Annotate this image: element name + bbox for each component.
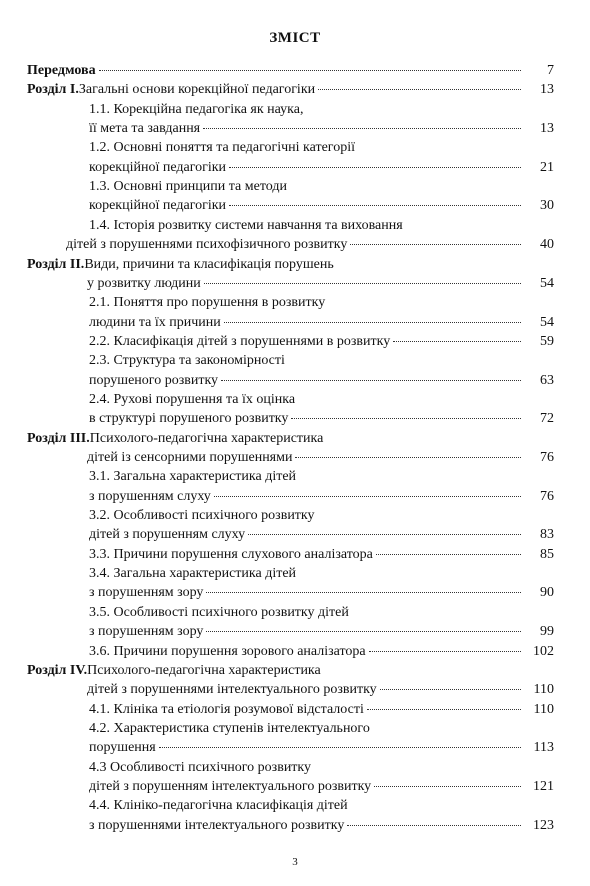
- toc-section-line: [89, 294, 554, 312]
- toc-section-line: [89, 468, 554, 486]
- toc-section-line: [89, 410, 554, 428]
- toc-section-line: [89, 623, 554, 641]
- page-number: 3: [292, 856, 298, 868]
- toc-entry-text: 1.3. Основні принципи та методи: [89, 179, 287, 195]
- toc-page-number: 54: [540, 314, 554, 330]
- toc-section-line: [89, 701, 554, 719]
- toc-entry-text: людини та їх причини: [89, 314, 221, 330]
- toc-section-line: [89, 546, 554, 564]
- dot-leader: [291, 418, 521, 419]
- toc-entry-text: дітей із сенсорними порушеннями: [87, 450, 293, 465]
- toc-page-number: 63: [540, 372, 554, 388]
- toc-entry-text: 3.5. Особливості психічного розвитку дітей: [89, 604, 349, 620]
- toc-entry-text: 4.1. Клініка та етіологія розумової відсталості: [89, 701, 364, 717]
- toc-page-number: 123: [533, 817, 554, 833]
- toc-page-number: 76: [540, 450, 554, 465]
- toc-entry-text: Психолого-педагогічна характеристика: [89, 430, 324, 446]
- dot-leader: [295, 457, 521, 458]
- toc-entry-text: в структурі порушеного розвитку: [89, 411, 289, 427]
- toc-page-number: 83: [540, 527, 554, 543]
- toc-entry-text: 4.4. Клініко-педагогічна класифікація дітей: [89, 798, 348, 814]
- dot-leader: [204, 283, 521, 284]
- toc-entry-text: з порушенням зору: [89, 585, 204, 601]
- toc-section-line: [89, 739, 554, 757]
- dot-leader: [221, 380, 521, 381]
- toc-section-line: [89, 526, 554, 544]
- toc-page-number: 30: [540, 198, 554, 214]
- dot-leader: [369, 651, 521, 652]
- toc-section-line: [89, 759, 554, 777]
- toc-section-line: [89, 120, 554, 138]
- toc-entry-text: дітей з порушеннями психофізичного розвитку: [66, 237, 348, 253]
- toc-section-line: [89, 217, 554, 235]
- dot-leader: [206, 631, 521, 632]
- toc-section-line: [89, 604, 554, 622]
- toc-entry-text: з порушенням зору: [89, 624, 204, 640]
- toc-page-number: 13: [540, 121, 554, 137]
- toc-entry-text: Види, причини та класифікація порушень: [84, 256, 334, 272]
- toc-page-number: 110: [533, 682, 554, 698]
- toc-section-line: [89, 797, 554, 815]
- toc-page-number: 59: [540, 333, 554, 349]
- toc-section-line: [89, 372, 554, 390]
- toc-entry-text: 2.1. Поняття про порушення в розвитку: [89, 295, 326, 311]
- toc-page-number: 7: [547, 63, 554, 78]
- dot-leader: [318, 89, 521, 90]
- toc-chapter-line: [27, 256, 554, 274]
- toc-entry-text: 3.2. Особливості психічного розвитку: [89, 508, 315, 524]
- dot-leader: [229, 205, 521, 206]
- toc-section-line: [89, 565, 554, 583]
- page-title: ЗМІСТ: [269, 30, 321, 46]
- chapter-label: Розділ ІІ.: [27, 256, 85, 272]
- toc-entry-text: 2.3. Структура та закономірності: [89, 353, 285, 369]
- dot-leader: [374, 786, 521, 787]
- toc-page-number: 113: [533, 740, 554, 756]
- toc-section-line: [89, 643, 554, 661]
- toc-entry-text: дітей з порушенням інтелектуального розвитку: [89, 778, 372, 794]
- chapter-label: Розділ І.: [27, 82, 79, 98]
- toc-entry-text: дітей з порушеннями інтелектуального розвитку: [87, 682, 377, 698]
- toc-entry-text: 3.3. Причини порушення слухового аналізатора: [89, 546, 373, 562]
- toc-section-line: [89, 352, 554, 370]
- chapter-label: Передмова: [27, 63, 96, 78]
- toc-entry-text: корекційної педагогіки: [89, 198, 227, 214]
- toc-entry-text: з порушеннями інтелектуального розвитку: [89, 817, 345, 833]
- toc-entry-text: її мета та завдання: [89, 121, 201, 137]
- dot-leader: [159, 747, 521, 748]
- toc-page-number: 102: [533, 643, 554, 659]
- toc-entry-text: 2.4. Рухові порушення та їх оцінка: [89, 391, 296, 407]
- toc-page-number: 40: [540, 237, 554, 253]
- toc-chapter-line: [87, 449, 554, 467]
- toc-entry-text: 1.4. Історія розвитку системи навчання та виховання: [89, 217, 403, 233]
- toc-entry-text: 2.2. Класифікація дітей з порушеннями в розвитку: [89, 333, 391, 349]
- toc-entry-text: корекційної педагогіки: [89, 159, 227, 175]
- toc-section-line: [89, 197, 554, 215]
- toc-page-number: 110: [533, 701, 554, 717]
- dot-leader: [393, 341, 521, 342]
- toc-page-number: 21: [540, 159, 554, 175]
- dot-leader: [380, 689, 521, 690]
- toc-section-line: [89, 488, 554, 506]
- toc-entry-text: 3.1. Загальна характеристика дітей: [89, 469, 297, 485]
- toc-section-line: [89, 159, 554, 177]
- dot-leader: [229, 167, 521, 168]
- toc-entry-text: Психолого-педагогічна характеристика: [87, 662, 321, 678]
- dot-leader: [248, 534, 521, 535]
- toc-entry-text: 4.3 Особливості психічного розвитку: [89, 759, 312, 775]
- dot-leader: [350, 244, 521, 245]
- toc-section-line: [89, 391, 554, 409]
- toc-section-line: [89, 101, 554, 119]
- toc-section-line: [89, 778, 554, 796]
- toc-chapter-line: [27, 662, 554, 680]
- toc-chapter-line: [87, 681, 554, 699]
- toc-page-number: 54: [540, 275, 554, 291]
- dot-leader: [376, 554, 521, 555]
- toc-page-number: 99: [540, 624, 554, 640]
- toc-entry-text: 4.2. Характеристика ступенів інтелектуального: [89, 720, 370, 736]
- dot-leader: [367, 709, 521, 710]
- toc-entry-text: порушеного розвитку: [89, 372, 219, 388]
- toc-page-number: 121: [533, 778, 554, 794]
- toc-entry-text: Загальні основи корекційної педагогіки: [78, 82, 316, 98]
- chapter-label: Розділ ІІІ.: [27, 430, 90, 446]
- toc-chapter-line: [27, 430, 554, 448]
- toc-entry-text: 1.1. Корекційна педагогіка як наука,: [89, 101, 304, 117]
- toc-page-number: 72: [540, 411, 554, 427]
- chapter-label: Розділ IV.: [27, 662, 88, 678]
- toc-page-number: 90: [540, 585, 554, 601]
- toc-section-line: [89, 507, 554, 525]
- toc-page-number: 85: [540, 546, 554, 562]
- dot-leader: [203, 128, 521, 129]
- dot-leader: [206, 592, 521, 593]
- toc-page-number: 13: [540, 82, 554, 98]
- toc-entry-text: у розвитку людини: [87, 275, 201, 291]
- toc-entry-text: 3.4. Загальна характеристика дітей: [89, 566, 297, 582]
- toc-section-line: [89, 817, 554, 835]
- toc-section-line: [89, 178, 554, 196]
- dot-leader: [214, 496, 521, 497]
- toc-entry-text: 1.2. Основні поняття та педагогічні категорії: [89, 140, 355, 156]
- toc-section-line: [89, 333, 554, 351]
- toc-chapter-line: [27, 81, 554, 99]
- toc-section-line: [89, 584, 554, 602]
- dot-leader: [347, 825, 521, 826]
- toc-page-number: 76: [540, 488, 554, 504]
- toc-section-line: [89, 720, 554, 738]
- dot-leader: [224, 322, 521, 323]
- toc-entry-text: порушення: [89, 740, 156, 756]
- toc-section-line: [66, 236, 554, 254]
- toc-section-line: [89, 314, 554, 332]
- dot-leader: [99, 70, 521, 71]
- toc-entry-text: з порушенням слуху: [89, 488, 211, 504]
- toc-chapter-line: [27, 62, 554, 80]
- toc-section-line: [89, 139, 554, 157]
- toc-entry-text: 3.6. Причини порушення зорового аналізатора: [89, 643, 366, 659]
- toc-entry-text: дітей з порушенням слуху: [89, 527, 246, 543]
- toc-chapter-line: [87, 275, 554, 293]
